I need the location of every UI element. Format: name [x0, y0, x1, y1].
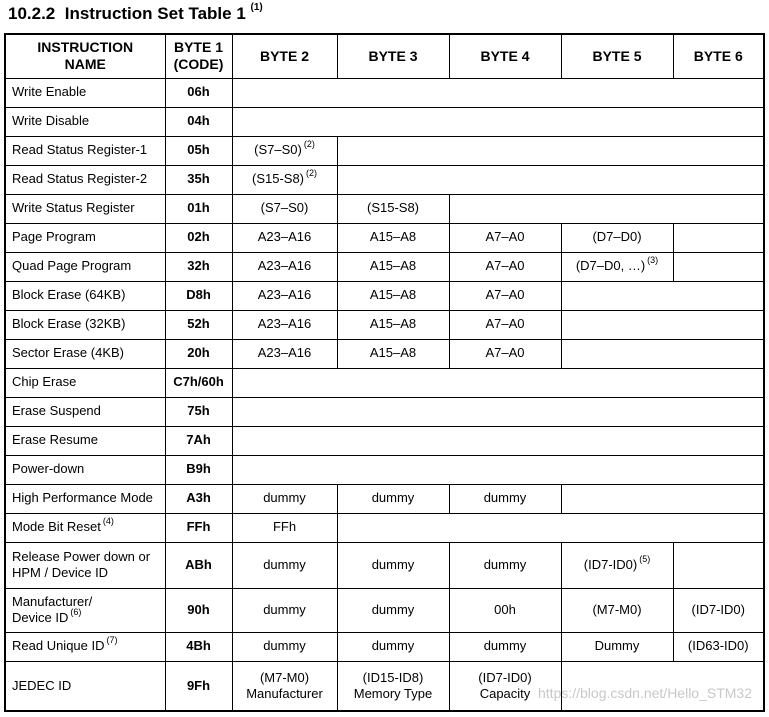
instruction-code: 52h	[165, 310, 232, 339]
footnote-ref: (3)	[647, 255, 659, 266]
footnote-ref: (2)	[306, 168, 318, 179]
instruction-code: 04h	[165, 107, 232, 136]
instruction-name: Block Erase (32KB)	[5, 310, 165, 339]
table-row	[5, 542, 764, 588]
instruction-set-table	[4, 33, 765, 712]
empty-cell	[561, 484, 764, 513]
instruction-code: 32h	[165, 252, 232, 281]
byte2-cell: dummy	[232, 484, 337, 513]
column-header-byte5: BYTE 5	[561, 34, 673, 78]
table-row	[5, 165, 764, 194]
footnote-ref: (7)	[106, 635, 118, 646]
column-header-name: INSTRUCTION NAME	[5, 34, 165, 78]
instruction-code: 9Fh	[165, 661, 232, 711]
byte2-cell: FFh	[232, 513, 337, 542]
instruction-code: 02h	[165, 223, 232, 252]
byte4-cell: dummy	[449, 632, 561, 661]
byte5-cell: (D7–D0)	[561, 223, 673, 252]
empty-cell	[673, 223, 764, 252]
byte3-cell: A15–A8	[337, 310, 449, 339]
table-row	[5, 632, 764, 661]
table-row	[5, 223, 764, 252]
byte4-cell: A7–A0	[449, 281, 561, 310]
instruction-code: 20h	[165, 339, 232, 368]
table-row	[5, 136, 764, 165]
instruction-name: Power-down	[5, 455, 165, 484]
column-header-byte3: BYTE 3	[337, 34, 449, 78]
empty-cell	[561, 339, 764, 368]
byte3-cell: dummy	[337, 632, 449, 661]
footnote-ref: (5)	[639, 553, 651, 564]
footnote-ref: (2)	[303, 139, 315, 150]
table-row	[5, 339, 764, 368]
byte4-cell: A7–A0	[449, 252, 561, 281]
instruction-code: D8h	[165, 281, 232, 310]
byte-description: Manufacturer	[246, 685, 323, 701]
byte3-cell: A15–A8	[337, 223, 449, 252]
instruction-name: Erase Resume	[5, 426, 165, 455]
instruction-name: Release Power down or HPM / Device ID	[5, 542, 165, 588]
byte5-cell: (ID7-ID0) $^{(5)}$	[561, 542, 673, 588]
section-number: 10.2.2	[8, 4, 56, 23]
section-title: Instruction Set Table 1	[64, 4, 246, 23]
empty-cell	[673, 252, 764, 281]
instruction-code: 05h	[165, 136, 232, 165]
byte5-cell: (D7–D0, …) $^{(3)}$	[561, 252, 673, 281]
instruction-code: 90h	[165, 588, 232, 632]
byte4-cell: A7–A0	[449, 223, 561, 252]
instruction-code: ABh	[165, 542, 232, 588]
instruction-name: Block Erase (64KB)	[5, 281, 165, 310]
byte2-cell: A23–A16	[232, 223, 337, 252]
empty-cell	[449, 194, 764, 223]
instruction-name: Chip Erase	[5, 368, 165, 397]
footnote-ref: (6)	[70, 607, 82, 617]
table-row	[5, 281, 764, 310]
byte6-cell: (ID63-ID0)	[673, 632, 764, 661]
header-row	[5, 34, 764, 78]
byte2-cell: (M7-M0) Manufacturer	[232, 661, 337, 711]
byte4-cell: dummy	[449, 542, 561, 588]
byte5-cell: (M7-M0)	[561, 588, 673, 632]
byte2-cell: dummy	[232, 588, 337, 632]
byte4-cell: A7–A0	[449, 310, 561, 339]
table-row	[5, 513, 764, 542]
byte2-cell: dummy	[232, 542, 337, 588]
section-heading	[8, 4, 263, 24]
instruction-code: 01h	[165, 194, 232, 223]
table-row	[5, 397, 764, 426]
byte3-cell: A15–A8	[337, 281, 449, 310]
column-header-byte2: BYTE 2	[232, 34, 337, 78]
byte2-cell: (S7–S0)	[232, 194, 337, 223]
byte2-cell: A23–A16	[232, 339, 337, 368]
instruction-code: FFh	[165, 513, 232, 542]
byte4-cell: (ID7-ID0) Capacity	[449, 661, 561, 711]
byte6-cell: (ID7-ID0)	[673, 588, 764, 632]
table-row	[5, 194, 764, 223]
empty-cell	[232, 397, 764, 426]
empty-cell	[673, 542, 764, 588]
byte3-cell: dummy	[337, 484, 449, 513]
empty-cell	[232, 368, 764, 397]
instruction-name: Mode Bit Reset $^{(4)}$	[5, 513, 165, 542]
instruction-code: 75h	[165, 397, 232, 426]
byte2-cell: A23–A16	[232, 252, 337, 281]
empty-cell	[232, 107, 764, 136]
instruction-code: A3h	[165, 484, 232, 513]
table-row	[5, 484, 764, 513]
byte3-cell: dummy	[337, 542, 449, 588]
empty-cell	[337, 513, 764, 542]
instruction-name: Read Status Register-2	[5, 165, 165, 194]
byte2-cell: (S15-S8) $^{(2)}$	[232, 165, 337, 194]
empty-cell	[337, 165, 764, 194]
empty-cell	[561, 310, 764, 339]
empty-cell	[337, 136, 764, 165]
column-header-code: BYTE 1 (CODE)	[165, 34, 232, 78]
byte-description: Capacity	[479, 685, 531, 701]
column-header-byte4: BYTE 4	[449, 34, 561, 78]
byte3-cell: dummy	[337, 588, 449, 632]
instruction-name: Write Disable	[5, 107, 165, 136]
instruction-name: Quad Page Program	[5, 252, 165, 281]
instruction-name: Sector Erase (4KB)	[5, 339, 165, 368]
byte2-cell: dummy	[232, 632, 337, 661]
watermark-text: https://blog.csdn.net/Hello_STM32	[538, 685, 753, 701]
instruction-name: Write Enable	[5, 78, 165, 107]
instruction-name: Erase Suspend	[5, 397, 165, 426]
footnote-ref: (4)	[102, 516, 114, 527]
instruction-name: Read Unique ID $^{(7)}$	[5, 632, 165, 661]
byte3-cell: (ID15-ID8) Memory Type	[337, 661, 449, 711]
empty-cell	[232, 426, 764, 455]
table-row	[5, 588, 764, 632]
table-row	[5, 310, 764, 339]
table-row	[5, 78, 764, 107]
instruction-name: JEDEC ID	[5, 661, 165, 711]
byte4-cell: dummy	[449, 484, 561, 513]
instruction-name: High Performance Mode	[5, 484, 165, 513]
byte-description: Memory Type	[353, 685, 433, 701]
empty-cell	[561, 281, 764, 310]
instruction-name: Manufacturer/ Device ID $^{(6)}$	[5, 588, 165, 632]
instruction-code: 35h	[165, 165, 232, 194]
byte3-cell: (S15-S8)	[337, 194, 449, 223]
byte4-cell: 00h	[449, 588, 561, 632]
byte2-cell: (S7–S0) $^{(2)}$	[232, 136, 337, 165]
table-row	[5, 455, 764, 484]
instruction-code: 06h	[165, 78, 232, 107]
instruction-name: Write Status Register	[5, 194, 165, 223]
byte3-cell: A15–A8	[337, 252, 449, 281]
table-row	[5, 252, 764, 281]
byte2-cell: A23–A16	[232, 310, 337, 339]
instruction-code: 4Bh	[165, 632, 232, 661]
empty-cell	[232, 455, 764, 484]
byte5-cell: Dummy	[561, 632, 673, 661]
empty-cell	[232, 78, 764, 107]
table-row	[5, 426, 764, 455]
byte4-cell: A7–A0	[449, 339, 561, 368]
byte3-cell: A15–A8	[337, 339, 449, 368]
instruction-code: 7Ah	[165, 426, 232, 455]
instruction-name: Read Status Register-1	[5, 136, 165, 165]
table-row	[5, 368, 764, 397]
instruction-name: Page Program	[5, 223, 165, 252]
byte2-cell: A23–A16	[232, 281, 337, 310]
table-row	[5, 107, 764, 136]
column-header-byte6: BYTE 6	[673, 34, 764, 78]
instruction-code: B9h	[165, 455, 232, 484]
instruction-code: C7h/60h	[165, 368, 232, 397]
heading-footnote: (1)	[250, 2, 263, 13]
